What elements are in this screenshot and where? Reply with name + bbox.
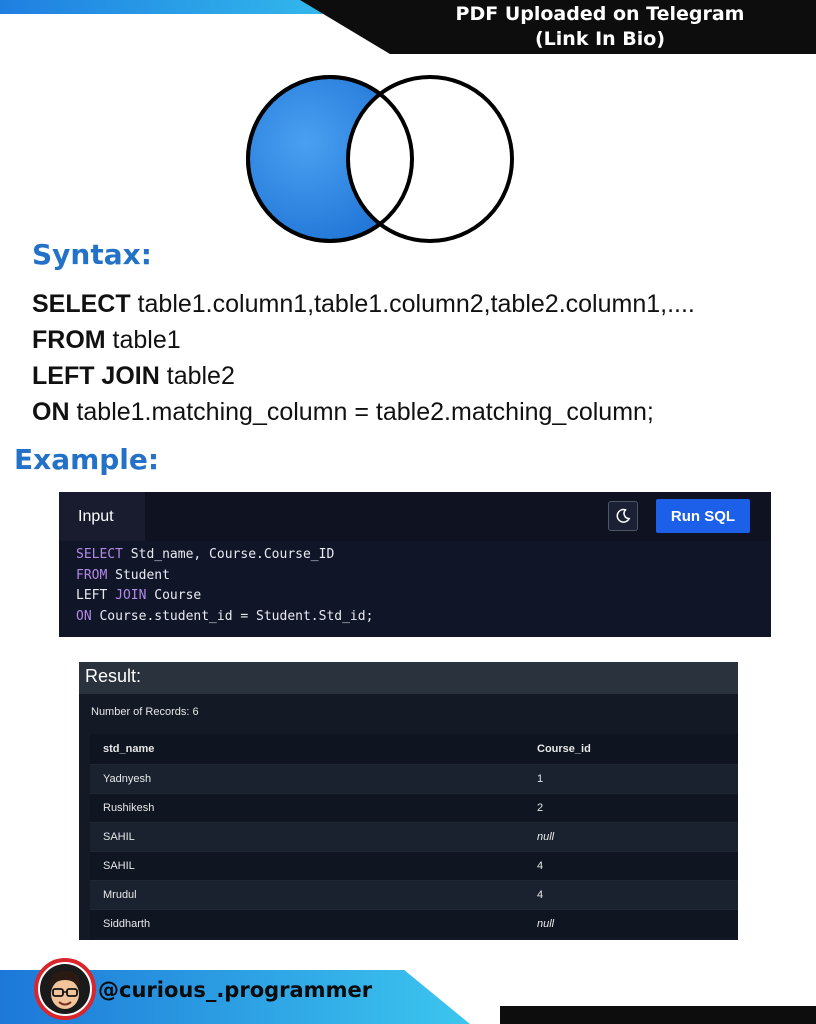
social-handle[interactable]: @curious_.programmer — [98, 978, 373, 1002]
banner-line-2: (Link In Bio) — [534, 28, 666, 50]
code-line — [76, 566, 373, 587]
code-keyword: FROM — [76, 567, 108, 583]
column-header-std-name: std_name — [90, 734, 537, 765]
syntax-line-select — [32, 286, 812, 322]
sql-code-editor[interactable] — [76, 545, 373, 627]
cell-course-id: 4 — [537, 852, 738, 881]
example-heading: Example: — [14, 443, 160, 476]
syntax-keyword: FROM — [32, 326, 106, 354]
theme-toggle-button[interactable] — [608, 501, 638, 531]
input-tab-bar — [59, 492, 771, 541]
result-table — [90, 734, 738, 938]
cell-course-id: 1 — [537, 765, 738, 794]
syntax-text: table1.matching_column = table2.matching_column; — [69, 398, 654, 426]
moon-icon — [615, 508, 631, 524]
syntax-keyword: LEFT JOIN — [32, 362, 160, 390]
table-row — [90, 910, 738, 939]
run-sql-button[interactable]: Run SQL — [656, 499, 750, 533]
syntax-keyword: ON — [32, 398, 70, 426]
syntax-line-from — [32, 322, 812, 358]
table-header-row — [90, 734, 738, 765]
code-text: LEFT — [76, 588, 116, 603]
cell-std-name: SAHIL — [90, 823, 537, 852]
column-header-course-id: Course_id — [537, 734, 738, 765]
syntax-text: table1 — [105, 326, 181, 354]
avatar-icon — [34, 958, 96, 1020]
cell-course-id: 2 — [537, 794, 738, 823]
code-text: Std_name, Course.Course_ID — [122, 547, 335, 562]
cell-course-id: 4 — [537, 881, 738, 910]
code-keyword: ON — [76, 608, 92, 624]
code-line — [76, 586, 373, 607]
table-row — [90, 794, 738, 823]
syntax-line-left-join — [32, 358, 812, 394]
cell-course-id: null — [537, 823, 738, 852]
code-keyword: SELECT — [76, 547, 123, 562]
top-banner-text — [390, 0, 810, 54]
cell-course-id: null — [537, 910, 738, 939]
code-line — [76, 607, 373, 628]
code-keyword: JOIN — [115, 588, 147, 603]
syntax-block — [32, 286, 812, 430]
banner-line-1: PDF Uploaded on Telegram — [455, 3, 745, 25]
syntax-heading: Syntax: — [32, 238, 152, 271]
cell-std-name: Rushikesh — [90, 794, 537, 823]
result-panel — [79, 662, 738, 940]
syntax-line-on — [32, 394, 812, 430]
sql-input-panel — [59, 492, 771, 637]
syntax-keyword: SELECT — [32, 290, 131, 318]
code-text: Course — [146, 588, 202, 603]
footer-black-bar — [500, 1006, 816, 1024]
syntax-text: table2 — [159, 362, 235, 390]
syntax-text: table1.column1,table1.column2,table2.column1,.... — [130, 290, 695, 318]
code-line — [76, 545, 373, 566]
table-row — [90, 852, 738, 881]
tab-input[interactable]: Input — [59, 492, 145, 541]
cell-std-name: SAHIL — [90, 852, 537, 881]
table-row — [90, 765, 738, 794]
cell-std-name: Yadnyesh — [90, 765, 537, 794]
code-text: Student — [107, 567, 170, 583]
records-count: Number of Records: 6 — [91, 706, 199, 718]
result-title: Result: — [85, 666, 142, 686]
cell-std-name: Mrudul — [90, 881, 537, 910]
table-row — [90, 881, 738, 910]
result-header — [79, 662, 738, 694]
cell-std-name: Siddharth — [90, 910, 537, 939]
table-row — [90, 823, 738, 852]
code-text: Course.student_id = Student.Std_id; — [91, 608, 374, 624]
left-join-venn-diagram — [245, 72, 517, 246]
venn-right-circle — [348, 77, 512, 241]
